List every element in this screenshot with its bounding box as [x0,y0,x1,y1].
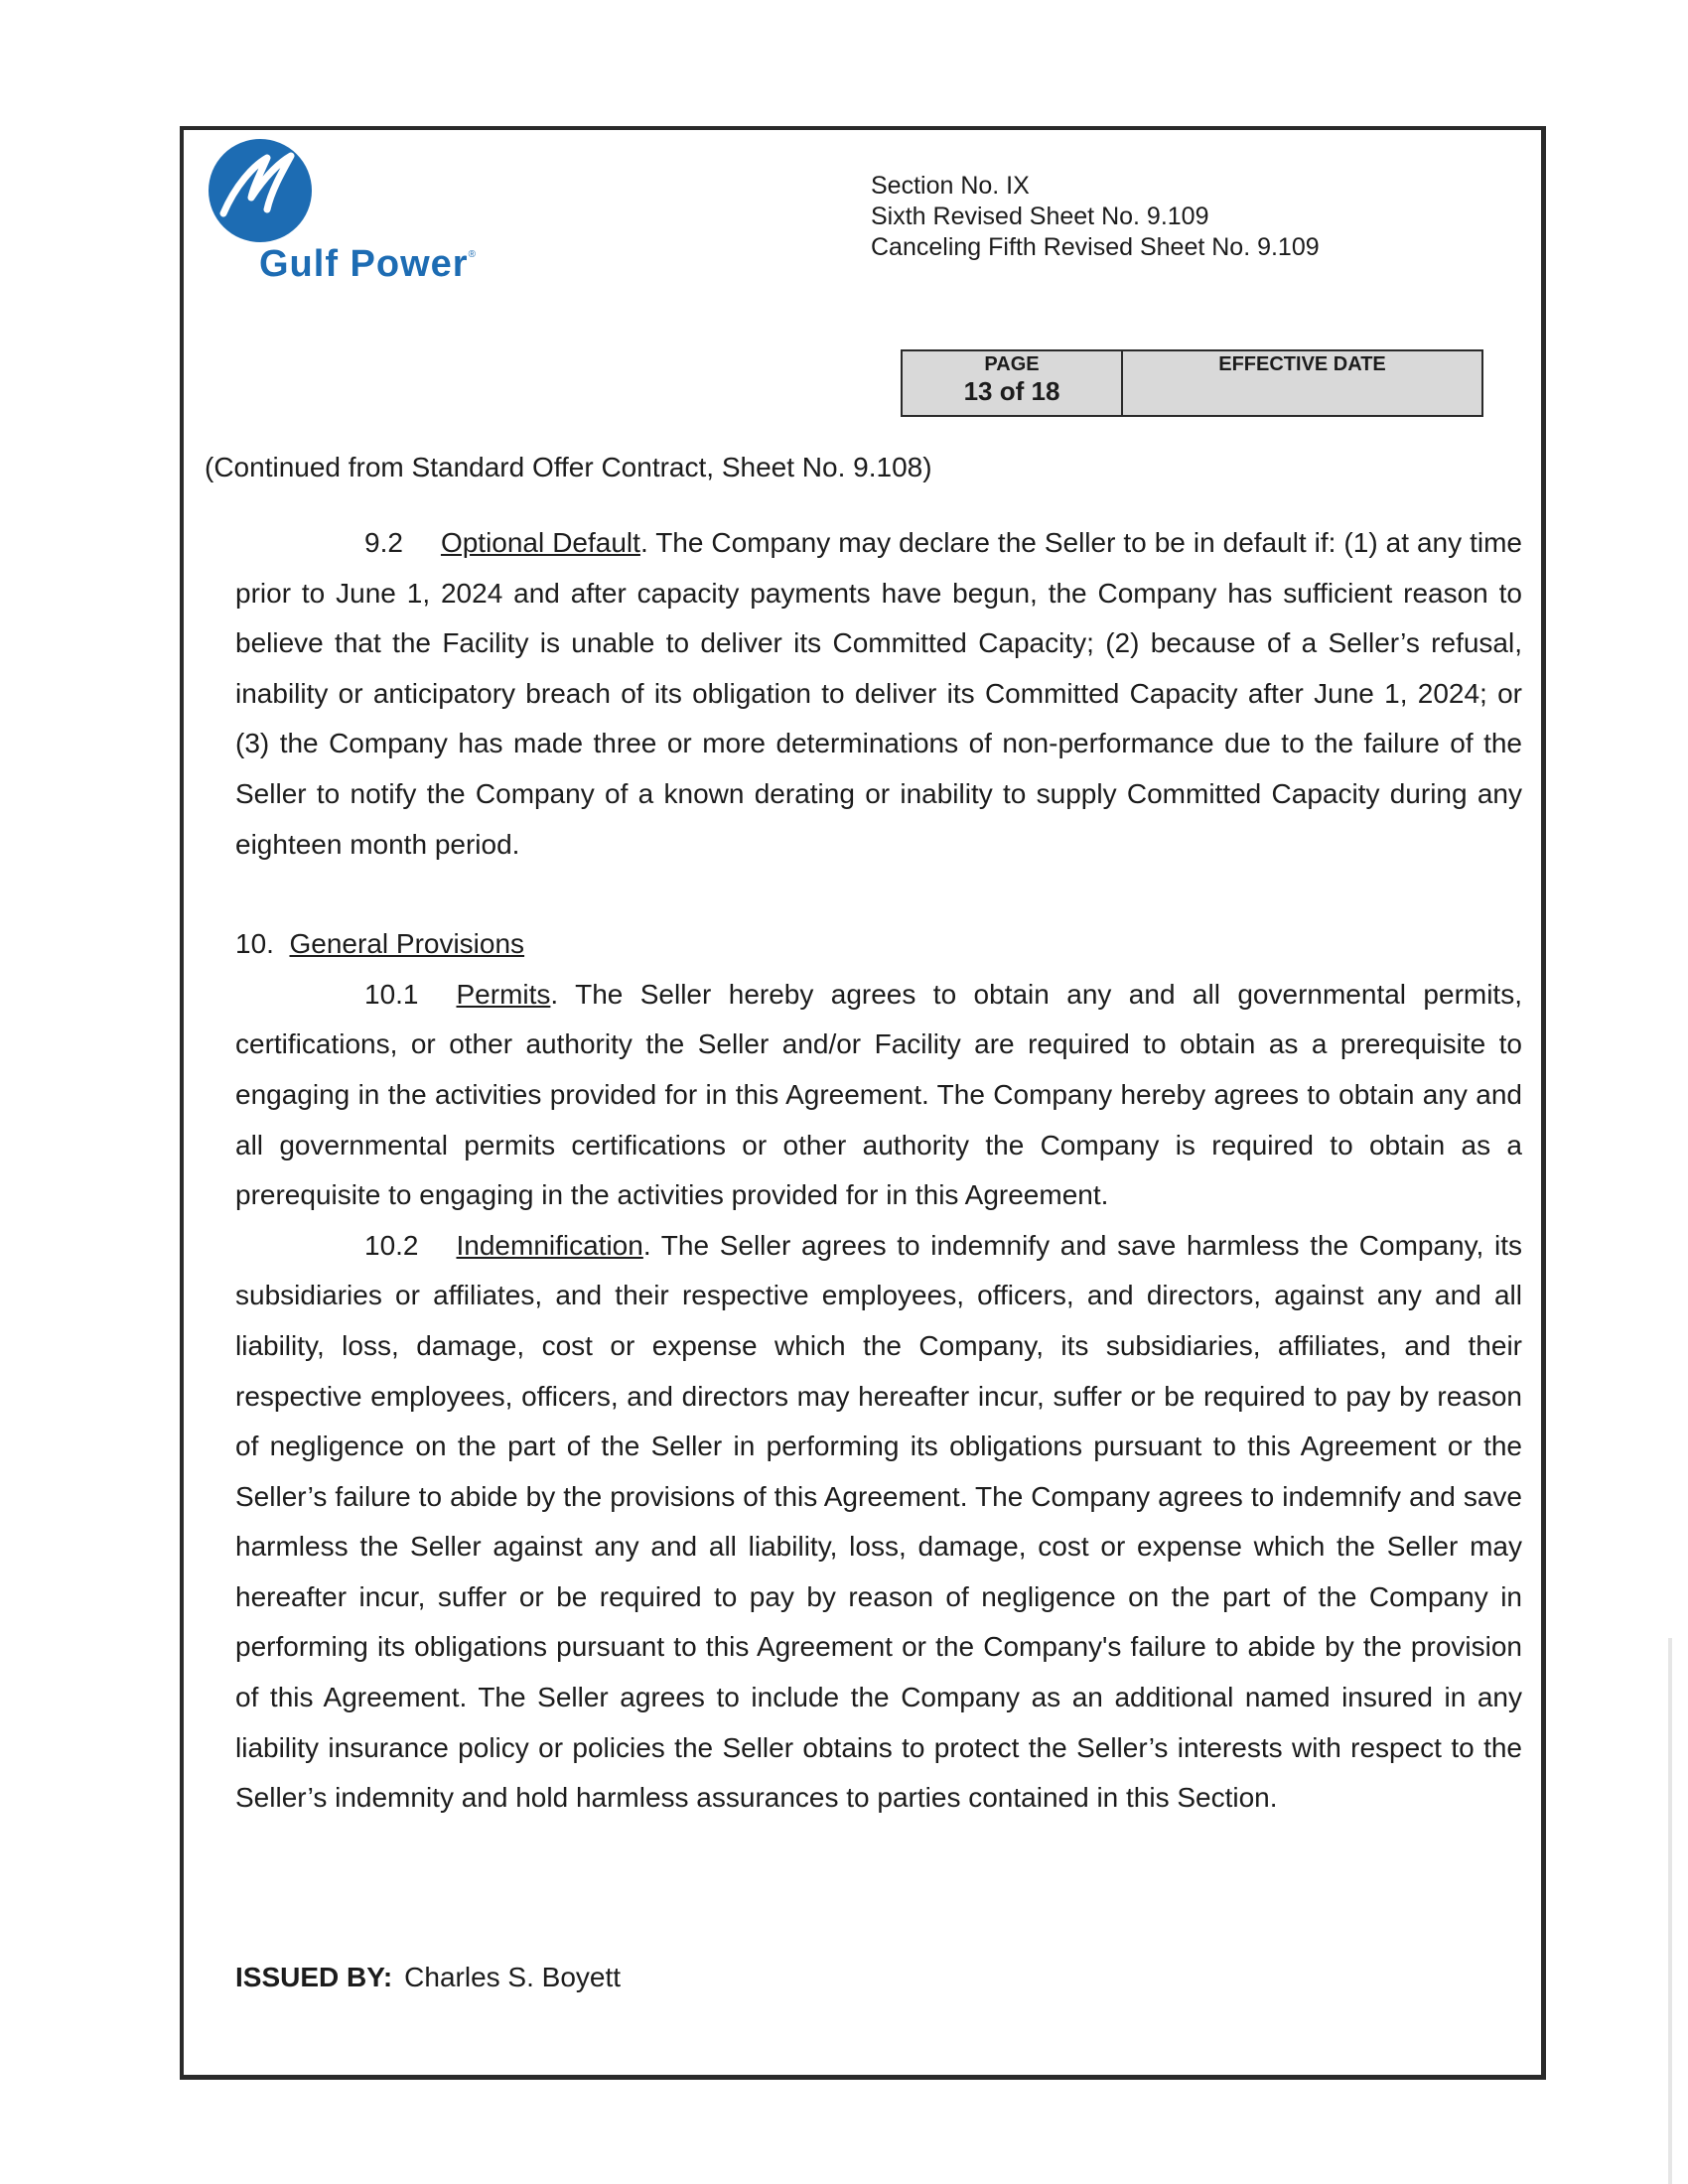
section-text: . The Company may declare the Seller to be in default if: (1) at any time prior to June 1, 2024 and after capacity payments have begun, the Company has sufficient reason to believe that the Facility is unable to deliver its Committed Capacity; (2) because of a Seller’s refusal, inability or anticipatory breach of its obligation to deliver its Committed Capacity after June 1, 2024; or (3) the Company has made three or more determinations of non-performance due to the failure of the Seller to notify the Company of a known derating or inability to supply Committed Capacity during any eighteen month period. [235,527,1522,860]
scan-edge [1668,1638,1672,2184]
page-info-box [901,349,1483,417]
page-value: 13 of 18 [963,376,1060,406]
section-text: . The Seller hereby agrees to obtain any and all governmental permits, certifications, or other authority the Seller and/or Facility are required to obtain as a prerequisite to engaging in the activities provided for in this Agreement. The Company hereby agrees to obtain any and all governmental permits certifications or other authority the Company is required to obtain as a prerequisite to engaging in the activities provided for in this Agreement. [235,978,1522,1211]
document-body [235,518,1522,1824]
issued-by-label: ISSUED BY: [235,1962,393,1992]
section-title: Permits [456,978,551,1010]
section-title: Optional Default [440,527,640,558]
section-number: 10.2 [364,1229,419,1261]
page-label: PAGE [984,353,1040,375]
section-10-2 [235,1221,1522,1824]
page-cell [903,351,1123,415]
section-number: 9.2 [364,527,403,558]
section-title: General Provisions [289,928,525,960]
section-number: 10.1 [364,978,419,1010]
sheet-number: Sixth Revised Sheet No. 9.109 [871,203,1209,230]
section-number: 10. [235,928,274,960]
section-text: . The Seller agrees to indemnify and save harmless the Company, its subsidiaries or affiliates, and their respective employees, officers, and directors, against any and all liability, loss, damage, cost or expense which the Company, its subsidiaries, affiliates, and their respective employees, officers, and directors may hereafter incur, suffer or be required to pay by reason of negligence on the part of the Seller in performing its obligations pursuant to this Agreement or the Seller’s failure to abide by the provisions of this Agreement. The Company agrees to indemnify and save harmless the Seller against any and all liability, loss, damage, cost or expense which the Seller may hereafter incur, suffer or be required to pay by reason of negligence on the part of the Company in performing its obligations pursuant to this Agreement or the Company's failure to abide by the provision of this Agreement. The Seller agrees to include the Company as an additional named insured in any liability insurance policy or policies the Seller obtains to protect the Seller’s interests with respect to the Seller’s indemnity and hold harmless assurances to parties contained in this Section. [235,1229,1522,1814]
section-title: Indemnification [456,1229,643,1261]
canceling-sheet: Canceling Fifth Revised Sheet No. 9.109 [871,233,1320,261]
sheet-info [871,171,1320,263]
company-logo [202,132,559,291]
issued-by [235,1962,621,1993]
gulf-power-logo-icon [206,136,315,245]
effective-date-label: EFFECTIVE DATE [1218,353,1386,375]
logo-wordmark: Gulf Power® [259,243,477,285]
section-9-2 [235,518,1522,870]
continued-note: (Continued from Standard Offer Contract, Sheet No. 9.108) [205,452,932,482]
section-10-heading [235,919,1522,970]
issued-by-name: Charles S. Boyett [404,1962,622,1992]
section-10-1 [235,970,1522,1221]
section-number: Section No. IX [871,172,1030,200]
